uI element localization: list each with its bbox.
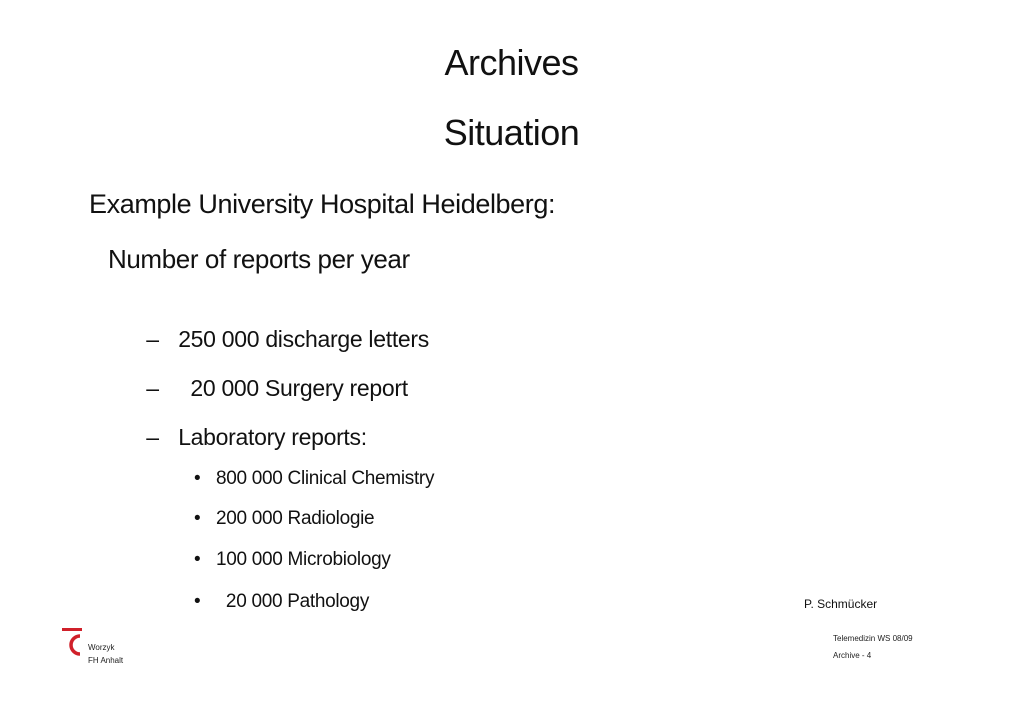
list-item-text: 200 000 Radiologie xyxy=(215,508,375,529)
bullet-marker: • xyxy=(193,591,201,612)
footer-institution: FH Anhalt xyxy=(88,656,124,665)
list-item-text: 20 000 Surgery report xyxy=(178,375,408,401)
list-item-text: 20 000 Pathology xyxy=(215,591,370,612)
list-item xyxy=(184,524,391,572)
dash-marker: – xyxy=(146,326,159,352)
bullet-marker: • xyxy=(193,508,201,529)
list-item xyxy=(184,566,369,614)
list-item-text: Laboratory reports: xyxy=(178,424,367,450)
slide-subtitle: Situation xyxy=(443,112,580,153)
footer-course: Telemedizin WS 08/09 xyxy=(833,634,913,643)
list-item-text: 800 000 Clinical Chemistry xyxy=(215,468,435,489)
list-item-text: 100 000 Microbiology xyxy=(215,549,391,570)
footer-page-number: Archive - 4 xyxy=(833,651,872,660)
dash-marker: – xyxy=(146,375,159,401)
dash-marker: – xyxy=(146,424,159,450)
bullet-marker: • xyxy=(193,468,201,489)
bullet-marker: • xyxy=(193,549,201,570)
list-item-text: 250 000 discharge letters xyxy=(178,326,429,352)
fh-anhalt-logo-icon xyxy=(62,628,82,660)
footer-author: Worzyk xyxy=(88,643,115,652)
author-credit: P. Schmücker xyxy=(804,597,878,611)
list-item xyxy=(134,346,408,402)
list-item xyxy=(134,297,429,353)
intro-text: Example University Hospital Heidelberg: xyxy=(89,189,556,219)
subheading-text: Number of reports per year xyxy=(108,244,410,274)
slide-title: Archives xyxy=(444,42,579,83)
